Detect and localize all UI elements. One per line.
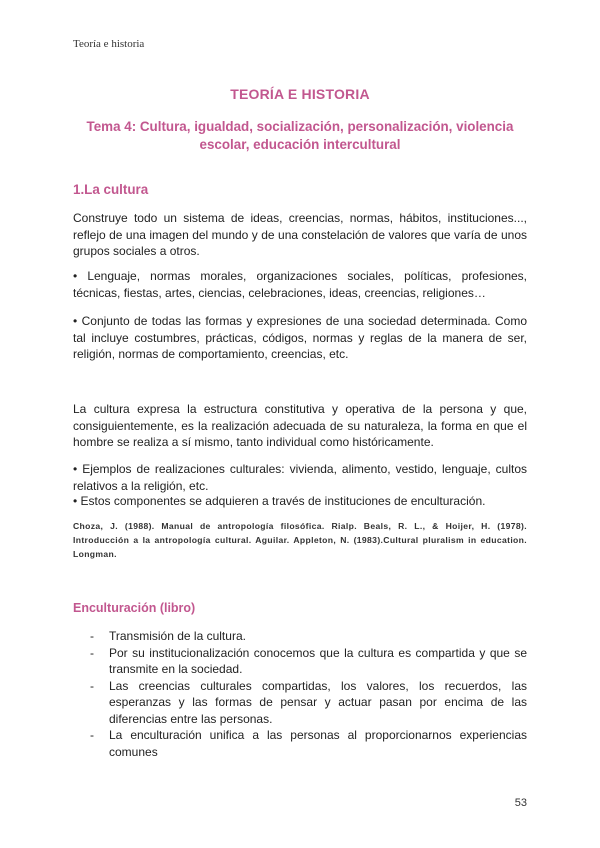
page-subtitle: Tema 4: Cultura, igualdad, socialización, personalización, violencia escolar, educación intercultural [86, 119, 514, 152]
paragraph-estructura: La cultura expresa la estructura constitutiva y operativa de la persona y que, consiguientemente, es la realización adecuada de su naturaleza, la forma en que el hombre se realiza a sí mismo, tanto individual como históricamente. [73, 402, 527, 449]
dash-bullet: - [90, 678, 94, 693]
paragraph-definition: Construye todo un sistema de ideas, creencias, normas, hábitos, instituciones..., reflejo de una imagen del mundo y de una constelación de valores que varía de unos grupos sociales a otros. [73, 211, 527, 258]
list-item [73, 678, 527, 728]
section-heading-la-cultura: 1.La cultura [73, 182, 149, 197]
dash-bullet: - [90, 645, 94, 660]
list-item-text: Transmisión de la cultura. [109, 629, 246, 643]
paragraph-bullet-conjunto: • Conjunto de todas las formas y expresiones de una sociedad determinada. Como tal incluye costumbres, prácticas, códigos, normas y reglas de la manera de ser, religión, normas de comportamiento, creencias, etc. [73, 314, 527, 361]
dash-bullet: - [90, 629, 94, 643]
dash-bullet: - [90, 728, 94, 742]
list-item-text: Por su institucionalización conocemos que la cultura es compartida y que se transmite en la sociedad. [109, 645, 527, 676]
paragraph-bullet-ejemplos: • Ejemplos de realizaciones culturales: vivienda, alimento, vestido, lenguaje, cultos relativos a la religión, etc. [73, 462, 527, 493]
list-item [73, 628, 527, 645]
paragraph-bullet-componentes: • Estos componentes se adquieren a través de instituciones de enculturación. [73, 494, 486, 508]
paragraph-bullet-lenguaje: • Lenguaje, normas morales, organizaciones sociales, políticas, profesiones, técnicas, fiestas, artes, ciencias, celebraciones, ideas, creencias, religiones… [73, 269, 527, 300]
page-title: TEORÍA E HISTORIA [230, 86, 370, 102]
list-item-text: Las creencias culturales compartidas, los valores, los recuerdos, las esperanzas y las formas de pensar y actuar pasan por encima de las diferencias entre las personas. [109, 678, 527, 726]
list-item [73, 727, 527, 760]
list-item [73, 645, 527, 678]
page-number: 53 [514, 797, 527, 809]
running-header: Teoría e historia [73, 38, 145, 50]
section-heading-enculturacion: Enculturación (libro) [73, 601, 196, 615]
bibliographic-reference: Choza, J. (1988). Manual de antropología filosófica. Rialp. Beals, R. L., & Hoijer, H. (1978). Introducción a la antropología cultural. Aguilar. Appleton, N. (1983).Cultural pluralism in education. Longman. [73, 521, 527, 559]
list-item-text: La enculturación unifica a las personas al proporcionarnos experiencias comunes [109, 728, 527, 759]
enculturation-list [73, 628, 527, 760]
